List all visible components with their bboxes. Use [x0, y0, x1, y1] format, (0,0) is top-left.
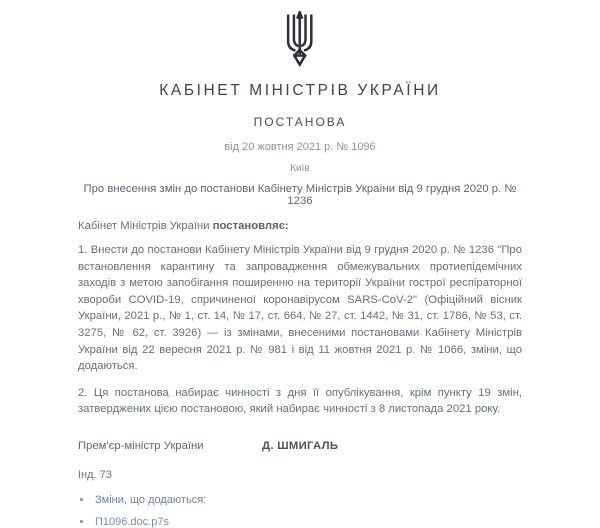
- signer-name: Д. ШМИГАЛЬ: [262, 439, 339, 452]
- attachments-heading: Зміни, що додаються:: [95, 493, 207, 506]
- intro-bold-word: постановляє:: [212, 220, 289, 232]
- paragraph-1: 1. Внести до постанови Кабінету Міністрів України від 9 грудня 2020 р. № 1236 "Про встановлення карантину та запровадження обмежувальних протиепідемічних заходів з метою запобігання поширенню на території України гострої респіраторної хвороби COVID-19, спричиненої коронавірусом SARS-CoV-2" (Офіційний вісник України, 2021 р., № 1, ст. 14, № 17, ст. 664, № 27, ст. 1442, № 31, ст. 1786, № 53, ст. 3275, № 62, ст. 3926) — із змінами, внесеними постановами Кабінету Міністрів України від 22 вересня 2021 р. № 981 і від 11 жовтня 2021 р. № 1066, зміни, що додаються.: [78, 244, 522, 373]
- attachment-list: [78, 494, 522, 528]
- attachment-file-link[interactable]: П1096.doc.p7s: [95, 515, 169, 528]
- attachment-list-item-file: [78, 516, 522, 528]
- attachment-list-item-label: [78, 494, 522, 506]
- ukraine-trident-emblem: [78, 10, 522, 70]
- document-index: Інд. 73: [78, 468, 112, 481]
- document-city: Київ: [290, 163, 310, 174]
- signature-block: [78, 440, 522, 452]
- resolution-intro-line: [78, 220, 522, 232]
- paragraph-2: 2. Ця постанова набирає чинності з дня її опублікування, крім пункту 19 змін, затверджених цією постановою, який набирає чинності з 8 листопада 2021 року.: [78, 386, 522, 416]
- bullet-icon: [80, 498, 83, 501]
- bullet-icon: [80, 520, 83, 523]
- document-date-number: від 20 жовтня 2021 р. № 1096: [224, 141, 376, 153]
- intro-prefix: Кабінет Міністрів України: [78, 220, 213, 232]
- document-title: Про внесення змін до постанови Кабінету Міністрів України від 9 грудня 2020 р. № 1236: [83, 183, 517, 207]
- document-type-heading: ПОСТАНОВА: [253, 115, 347, 129]
- signer-position: Прем'єр-міністр України: [78, 439, 204, 452]
- organization-name: КАБІНЕТ МІНІСТРІВ УКРАЇНИ: [159, 82, 441, 99]
